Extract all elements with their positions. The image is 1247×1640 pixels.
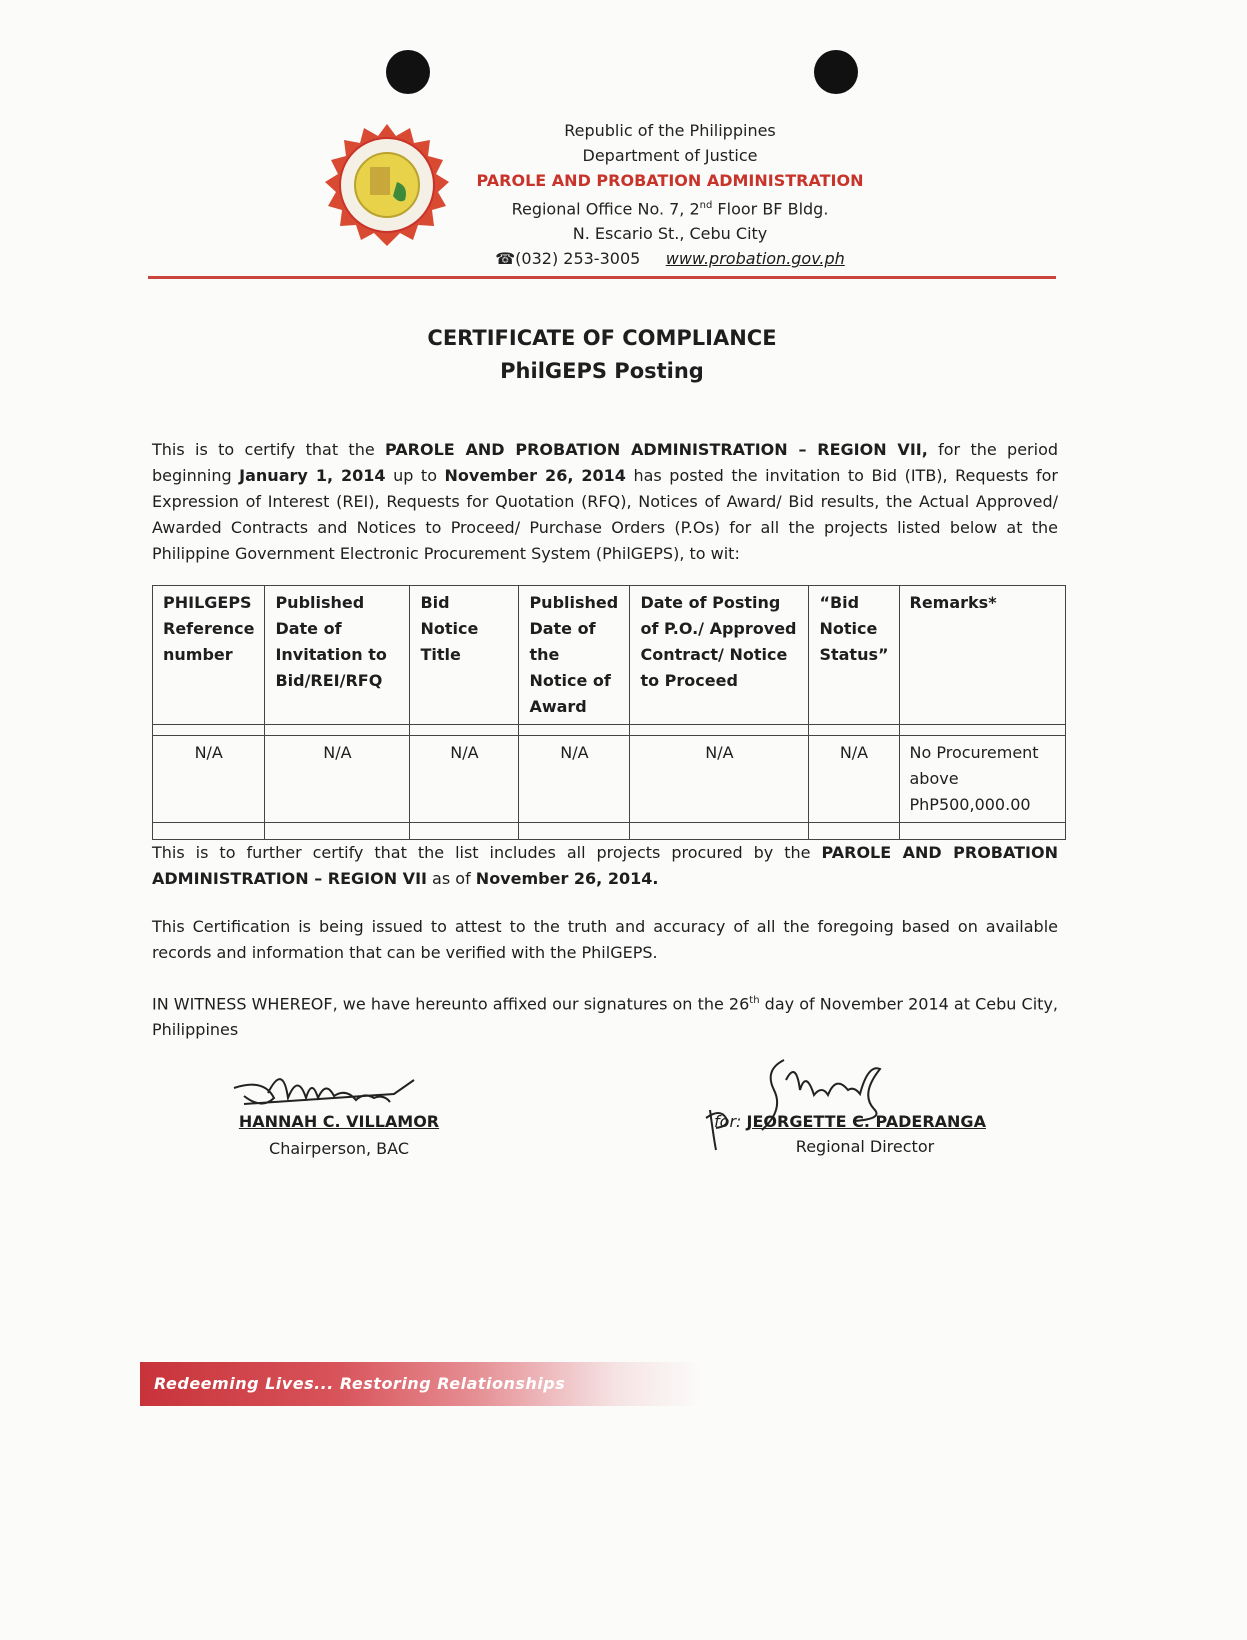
table-row xyxy=(153,736,1066,823)
col-header: Date of Posting of P.O./ Approved Contract/ Notice to Proceed xyxy=(630,586,809,725)
table-spacer-row xyxy=(153,725,1066,736)
letterhead-contact xyxy=(460,246,880,271)
col-header: “Bid Notice Status” xyxy=(809,586,899,725)
table-header-row xyxy=(153,586,1066,725)
further-certify-paragraph: This is to further certify that the list includes all projects procured by the PAROLE AND PROBATION ADMINISTRATION – REGION VII as of November 26, 2014. xyxy=(152,843,1058,888)
signatory-right-name: JEORGETTE C. PADERANGA xyxy=(746,1112,986,1131)
letterhead-country: Republic of the Philippines xyxy=(564,121,776,140)
intro-paragraph: This is to certify that the PAROLE AND PROBATION ADMINISTRATION – REGION VII, for the period beginning January 1, 2014 up to November 26, 2014 has posted the invitation to Bid (ITB), Requests for Expression of Interest (REI), Requests for Quotation (RFQ), Notices of Award/ Bid results, the Actual Approved/ Awarded Contracts and Notices to Proceed/ Purchase Orders (P.Os) for all the projects listed below at the Philippine Government Electronic Procurement System (PhilGEPS), to wit: xyxy=(152,440,1059,563)
phone-number: (032) 253-3005 xyxy=(515,249,641,269)
col-header: Published Date of Invitation to Bid/REI/RFQ xyxy=(265,586,410,725)
col-header: Published Date of the Notice of Award xyxy=(519,586,630,725)
table-cell: N/A xyxy=(519,736,630,823)
title-sub: PhilGEPS Posting xyxy=(500,359,704,383)
header-divider xyxy=(148,276,1056,279)
letterhead-office: Regional Office No. 7, 2nd Floor BF Bldg. xyxy=(511,199,829,219)
punch-hole-right xyxy=(814,50,858,94)
signatory-right-prefix: for: xyxy=(714,1112,742,1131)
table-cell: N/A xyxy=(809,736,899,823)
col-header: Bid Notice Title xyxy=(410,586,519,725)
witness-paragraph: IN WITNESS WHEREOF, we have hereunto affixed our signatures on the 26th day of November 2014 at Cebu City, Philippines xyxy=(152,994,1058,1040)
phone-icon: ☎ xyxy=(495,249,516,269)
letterhead-agency: PAROLE AND PROBATION ADMINISTRATION xyxy=(476,171,864,190)
table-cell: N/A xyxy=(410,736,519,823)
letterhead xyxy=(460,118,880,271)
signatory-left-role: Chairperson, BAC xyxy=(269,1139,409,1158)
table-cell: N/A xyxy=(265,736,410,823)
procurement-table xyxy=(152,585,1066,840)
col-header: Remarks* xyxy=(899,586,1066,725)
signatory-left-name: HANNAH C. VILLAMOR xyxy=(238,1112,440,1131)
agency-seal-logo xyxy=(322,122,452,252)
punch-hole-left xyxy=(386,50,430,94)
signatory-right xyxy=(700,1112,1000,1156)
signatory-right-nameline xyxy=(700,1112,1000,1131)
signatory-right-role: Regional Director xyxy=(795,1137,935,1156)
table-cell: N/A xyxy=(630,736,809,823)
website-link[interactable]: www.probation.gov.ph xyxy=(665,249,845,269)
signatory-left xyxy=(210,1112,468,1158)
document-title xyxy=(148,322,1056,388)
table-cell-remarks: No Procurement above PhP500,000.00 xyxy=(899,736,1066,823)
title-main: CERTIFICATE OF COMPLIANCE xyxy=(427,326,777,350)
col-header: PHILGEPS Reference number xyxy=(153,586,265,725)
letterhead-address: N. Escario St., Cebu City xyxy=(572,224,768,244)
letterhead-department: Department of Justice xyxy=(582,146,758,165)
table-empty-row xyxy=(153,823,1066,840)
attestation-paragraph: This Certification is being issued to attest to the truth and accuracy of all the foregoing based on available records and information that can be verified with the PhilGEPS. xyxy=(152,917,1058,962)
table-cell: N/A xyxy=(153,736,265,823)
footer-tagline-band xyxy=(140,1362,700,1406)
footer-tagline: Redeeming Lives... Restoring Relationships xyxy=(154,1374,566,1393)
